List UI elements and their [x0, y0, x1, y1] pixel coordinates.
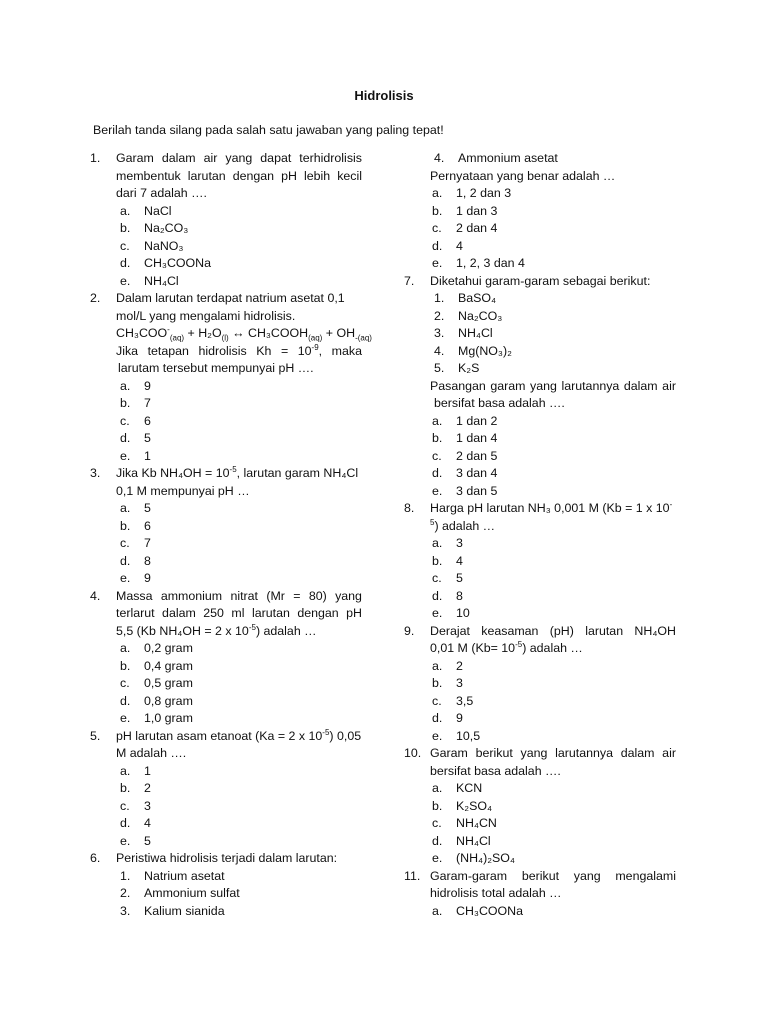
question-4-text-line3: 5,5 (Kb NH₄OH = 2 x $10^{-5}$) adalah … — [116, 622, 317, 638]
question-9-text-line2: 0,01 M $(Kb= 10^{-5})$ adalah … — [430, 639, 583, 655]
question-7-text-prompt1: Pasangan garam yang larutannya dalam air — [430, 378, 676, 393]
answer-option[interactable]: b. 6 — [120, 518, 151, 533]
answer-option[interactable]: b. Na₂CO₃ — [120, 221, 189, 235]
answer-option[interactable]: e. 9 — [120, 571, 151, 585]
question-7-text-line1: Diketahui garam-garam sebagai berikut: — [430, 273, 651, 288]
list-item: 3. NH₄Cl — [434, 326, 493, 340]
question-1-text-line2: membentuk larutan dengan pH lebih kecil — [116, 168, 362, 183]
answer-option[interactable]: e. (NH₄)₂SO₄ — [432, 851, 515, 865]
list-item: 5. K₂S — [434, 361, 480, 375]
question-10-text-line2: bersifat basa adalah …. — [430, 763, 561, 778]
list-item: 4. Ammonium asetat — [434, 151, 558, 165]
question-number: 7. — [404, 273, 415, 288]
question-9-line — [404, 623, 676, 641]
answer-option[interactable]: a. 1 — [120, 763, 151, 778]
question-number: 10. — [404, 746, 422, 760]
question-number: 4. — [90, 588, 101, 603]
answer-option[interactable]: b. 7 — [120, 396, 151, 410]
question-6-line — [90, 850, 362, 868]
question-5-text-line1: pH larutan asam etanoat (Ka = 2 x $10^{-5}$) 0,05 — [116, 727, 362, 743]
question-number: 2. — [90, 291, 101, 305]
answer-option[interactable]: a. 9 — [120, 378, 151, 393]
answer-option[interactable]: c. 2 dan 5 — [432, 448, 498, 463]
answer-option[interactable]: e. 10,5 — [432, 728, 481, 743]
answer-option[interactable]: b. 2 — [120, 781, 151, 795]
question-3-text-line2: 0,1 M mempunyai pH … — [116, 483, 250, 498]
answer-option[interactable]: c. 0,5 gram — [120, 676, 193, 690]
answer-option[interactable]: e. 3 dan 5 — [432, 483, 498, 498]
list-item: 1. BaSO₄ — [434, 291, 497, 305]
question-5-text-line2: M adalah …. — [116, 746, 187, 760]
answer-option[interactable]: c. NaNO₃ — [120, 238, 184, 253]
question-7-line — [404, 273, 676, 291]
answer-option[interactable]: b. 4 — [432, 553, 463, 568]
answer-option[interactable]: a. 0,2 gram — [120, 641, 193, 655]
question-2-text-line2: mol/L yang mengalami hidrolisis. — [116, 308, 296, 323]
answer-option[interactable]: c. 3 — [120, 798, 151, 813]
question-7-text-prompt2: bersifat basa adalah …. — [434, 396, 565, 410]
question-number: 5. — [90, 728, 101, 743]
answer-option[interactable]: a. 1 dan 2 — [432, 413, 498, 428]
question-1-text-line1: Garam dalam air yang dapat terhidrolisis — [116, 151, 362, 165]
instruction-text: Berilah tanda silang pada salah satu jawaban yang paling tepat! — [93, 123, 444, 137]
answer-option[interactable]: d. CH₃COONa — [120, 256, 212, 270]
answer-option[interactable]: c. 7 — [120, 536, 151, 550]
left-column — [90, 150, 372, 920]
page-title: Hidrolisis — [354, 88, 414, 103]
question-8-line — [404, 500, 676, 518]
question-9-text-line1: Derajat keasaman (pH) larutan NH₄OH — [430, 623, 676, 638]
answer-option[interactable]: e. NH₄Cl — [120, 273, 179, 288]
question-4-line — [90, 588, 362, 606]
answer-option[interactable]: e. 1 — [120, 448, 151, 463]
question-number: 3. — [90, 466, 101, 480]
question-11-line — [404, 868, 676, 886]
hydrolysis-equation: $CH_3COO^-_{(aq)} + H_2O_{(l)}$ ↔ $CH_3COOH_{(aq)} + OH_{-(aq)}$ — [116, 324, 372, 343]
question-8-text-line1: Harga pH larutan NH₃ 0,001 M (Kb = 1 x 10- — [430, 499, 673, 515]
answer-option[interactable]: b. K₂SO₄ — [432, 798, 493, 813]
question-4-text-line1: Massa ammonium nitrat (Mr = 80) yang — [116, 588, 362, 603]
question-6-statement: Pernyataan yang benar adalah … — [430, 168, 616, 183]
question-10-text-line1: Garam berikut yang larutannya dalam air — [430, 746, 676, 760]
answer-option[interactable]: d. NH₄Cl — [432, 833, 491, 848]
question-number: 8. — [404, 501, 415, 515]
answer-option[interactable]: e. 10 — [432, 606, 470, 620]
question-1-text-line3: dari 7 adalah …. — [116, 186, 207, 200]
question-number: 9. — [404, 623, 415, 638]
answer-option[interactable]: b. 0,4 gram — [120, 658, 193, 673]
answer-option[interactable]: d. 3 dan 4 — [432, 466, 498, 480]
question-number: 11. — [404, 868, 421, 883]
question-3-text-line1: Jika Kb $NH_4OH = 10^{-5}$, larutan garam NH₄Cl — [116, 464, 359, 480]
right-column — [404, 150, 676, 920]
list-item: 1. Natrium asetat — [120, 868, 225, 883]
answer-option[interactable]: e. 1, 2, 3 dan 4 — [432, 256, 525, 270]
answer-option[interactable]: a. NaCl — [120, 203, 172, 218]
answer-option[interactable]: a. CH₃COONa — [432, 903, 524, 918]
question-11-text-line2: hidrolisis total adalah … — [430, 886, 562, 900]
answer-option[interactable]: a. 1, 2 dan 3 — [432, 186, 512, 200]
answer-option[interactable]: d. 0,8 gram — [120, 693, 193, 708]
answer-option[interactable]: d. 8 — [432, 588, 463, 603]
question-5-line — [90, 728, 362, 746]
answer-option[interactable]: d. 5 — [120, 431, 151, 445]
question-8-text-line2: $^5$) adalah … — [430, 517, 496, 533]
answer-option[interactable]: c. 5 — [432, 571, 463, 585]
question-2-text-line4: Jika tetapan hidrolisis Kh = $10^{-9}$, maka — [116, 342, 362, 358]
answer-option[interactable]: d. 9 — [432, 711, 463, 725]
question-2-line — [90, 290, 362, 308]
answer-option[interactable]: e. 5 — [120, 833, 151, 848]
answer-option[interactable]: c. 3,5 — [432, 693, 474, 708]
question-number: 1. — [90, 151, 101, 165]
question-2-text-line1: Dalam larutan terdapat natrium asetat 0,1 — [116, 291, 345, 305]
answer-option[interactable]: c. NH₄CN — [432, 816, 497, 830]
question-3-line — [90, 465, 362, 483]
answer-option[interactable]: b. 3 — [432, 676, 463, 690]
answer-option[interactable]: d. 4 — [120, 816, 151, 830]
answer-option[interactable]: e. 1,0 gram — [120, 711, 193, 725]
answer-option[interactable]: a. 5 — [120, 501, 151, 515]
question-6-text-line1: Peristiwa hidrolisis terjadi dalam larutan: — [116, 851, 338, 865]
list-item: 3. Kalium sianida — [120, 903, 225, 918]
answer-option[interactable]: d. 8 — [120, 553, 151, 568]
answer-option[interactable]: d. 4 — [432, 238, 463, 253]
question-10-line — [404, 745, 676, 763]
question-11-text-line1: Garam-garam berikut yang mengalami — [430, 868, 676, 883]
answer-option[interactable]: b. 1 dan 3 — [432, 203, 498, 218]
answer-option[interactable]: a. 3 — [432, 536, 463, 550]
question-4-text-line2: terlarut dalam 250 ml larutan dengan pH — [116, 606, 362, 620]
list-item: 4. Mg(NO₃)₂ — [434, 343, 512, 358]
question-2-text-line5: larutam tersebut mempunyai pH …. — [118, 361, 314, 375]
answer-option[interactable]: a. KCN — [432, 781, 483, 795]
question-number: 6. — [90, 851, 101, 865]
answer-option[interactable]: c. 6 — [120, 413, 151, 428]
answer-option[interactable]: c. 2 dan 4 — [432, 221, 498, 235]
answer-option[interactable]: a. 2 — [432, 658, 463, 673]
question-1-line — [90, 150, 362, 168]
list-item: 2. Na₂CO₃ — [434, 308, 503, 323]
list-item: 2. Ammonium sulfat — [120, 886, 240, 900]
answer-option[interactable]: b. 1 dan 4 — [432, 431, 498, 445]
